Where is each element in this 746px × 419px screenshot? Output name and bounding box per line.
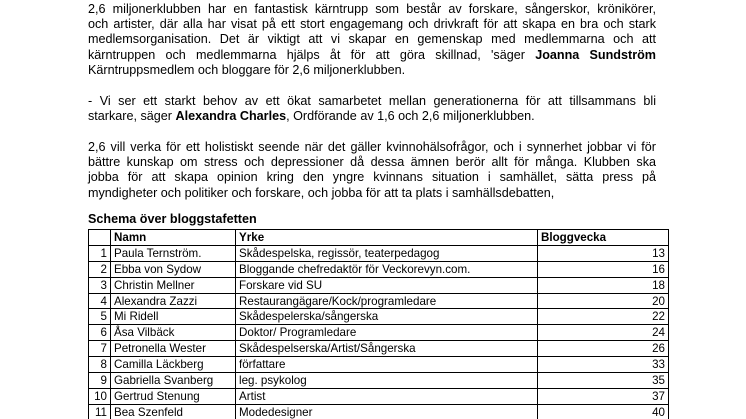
row-number-cell: 4 <box>89 293 111 309</box>
occupation-cell: Artist <box>236 388 538 404</box>
row-number-cell: 9 <box>89 373 111 389</box>
occupation-cell: författare <box>236 357 538 373</box>
name-cell: Åsa Vilbäck <box>111 325 236 341</box>
name-cell: Ebba von Sydow <box>111 261 236 277</box>
table-row <box>89 277 669 293</box>
table-row <box>89 261 669 277</box>
table-row <box>89 357 669 373</box>
table-row <box>89 373 669 389</box>
text-line: Kärntruppsmedlem och bloggare för 2,6 miljonerklubben. <box>88 62 406 77</box>
speaker-name: Alexandra Charles <box>175 109 287 124</box>
table-row <box>89 388 669 404</box>
name-cell: Gabriella Svanberg <box>111 373 236 389</box>
text-line: 2,6 miljonerklubben har en fantastisk kärntrupp som består av forskare, sångerskor, krönikörer, <box>88 2 656 16</box>
blog-week-cell: 26 <box>538 341 669 357</box>
text-line: myndigheter och politiker och forskare, och jobba för att ta plats i samhällsdebatten, <box>88 185 555 200</box>
occupation-cell: Modedesigner <box>236 404 538 419</box>
table-row <box>89 245 669 261</box>
column-header-number <box>89 230 111 246</box>
table-row <box>89 309 669 325</box>
speaker-name: Joanna Sundström <box>535 47 656 62</box>
name-cell: Paula Ternström. <box>111 245 236 261</box>
occupation-cell: Restaurangägare/Kock/programledare <box>236 293 538 309</box>
occupation-cell: Doktor/ Programledare <box>236 325 538 341</box>
table-body <box>89 245 669 419</box>
paragraph-generations <box>88 94 656 124</box>
occupation-cell: Forskare vid SU <box>236 277 538 293</box>
row-number-cell: 2 <box>89 261 111 277</box>
column-header-occupation: Yrke <box>236 230 538 246</box>
row-number-cell: 6 <box>89 325 111 341</box>
paragraph-holistic <box>88 140 656 201</box>
speaker-title: , Ordförande av 1,6 och 2,6 miljonerklubben. <box>286 109 535 124</box>
occupation-cell: leg. psykolog <box>236 373 538 389</box>
row-number-cell: 7 <box>89 341 111 357</box>
row-number-cell: 10 <box>89 388 111 404</box>
paragraph-core-team <box>88 2 656 78</box>
text-line: bättre kunskap om stress och depressioner då dessa ämnen berör allt för många. Klubben ska <box>88 155 656 170</box>
schedule-heading: Schema över bloggstafetten <box>88 212 257 226</box>
blog-week-cell: 20 <box>538 293 669 309</box>
quote-text: starkare, säger <box>88 109 176 124</box>
text-line: - Vi ser ett starkt behov av ett ökat samarbetet mellan generationerna för att tillsammans bli <box>88 94 656 108</box>
row-number-cell: 3 <box>89 277 111 293</box>
text-line-with-quote <box>88 109 656 124</box>
text-line: och artister, där alla har visat på ett stort engagemang och drivkraft för att skapa en bra och stark <box>88 17 656 32</box>
text-line: 2,6 vill verka för ett holistiskt seende när det gäller kvinnohälsofrågor, och i synnerhet jobbar vi för <box>88 140 656 154</box>
occupation-cell: Skådespelska, regissör, teaterpedagog <box>236 245 538 261</box>
text-line-with-quote <box>88 48 656 63</box>
name-cell: Camilla Läckberg <box>111 357 236 373</box>
name-cell: Bea Szenfeld <box>111 404 236 419</box>
row-number-cell: 11 <box>89 404 111 419</box>
text-line: jobba för att skapa opinion kring den yngre kvinnans situation i samhället, sätta press på <box>88 170 656 185</box>
blog-week-cell: 16 <box>538 261 669 277</box>
blog-week-cell: 13 <box>538 245 669 261</box>
row-number-cell: 1 <box>89 245 111 261</box>
blog-week-cell: 40 <box>538 404 669 419</box>
column-header-name: Namn <box>111 230 236 246</box>
table-row <box>89 325 669 341</box>
name-cell: Gertrud Stenung <box>111 388 236 404</box>
table-header-row <box>89 230 669 246</box>
name-cell: Petronella Wester <box>111 341 236 357</box>
occupation-cell: Skådespelserska/Artist/Sångerska <box>236 341 538 357</box>
table-row <box>89 293 669 309</box>
blog-week-cell: 18 <box>538 277 669 293</box>
blog-week-cell: 24 <box>538 325 669 341</box>
table-row <box>89 404 669 419</box>
blog-week-cell: 22 <box>538 309 669 325</box>
text-line: medlemsorganisation. Det är viktigt att vi skapar en gemenskap med medlemmarna och att <box>88 32 656 47</box>
name-cell: Mi Ridell <box>111 309 236 325</box>
row-number-cell: 8 <box>89 357 111 373</box>
name-cell: Alexandra Zazzi <box>111 293 236 309</box>
occupation-cell: Skådespelerska/sångerska <box>236 309 538 325</box>
blog-week-cell: 37 <box>538 388 669 404</box>
name-cell: Christin Mellner <box>111 277 236 293</box>
blog-relay-table <box>88 229 669 419</box>
occupation-cell: Bloggande chefredaktör för Veckorevyn.com. <box>236 261 538 277</box>
blog-week-cell: 33 <box>538 357 669 373</box>
blog-week-cell: 35 <box>538 373 669 389</box>
quote-text: kärntruppen och medlemmarna hjälps åt för att göra skillnad, 'säger <box>88 47 536 62</box>
column-header-blog-week: Bloggvecka <box>538 230 669 246</box>
row-number-cell: 5 <box>89 309 111 325</box>
table-row <box>89 341 669 357</box>
